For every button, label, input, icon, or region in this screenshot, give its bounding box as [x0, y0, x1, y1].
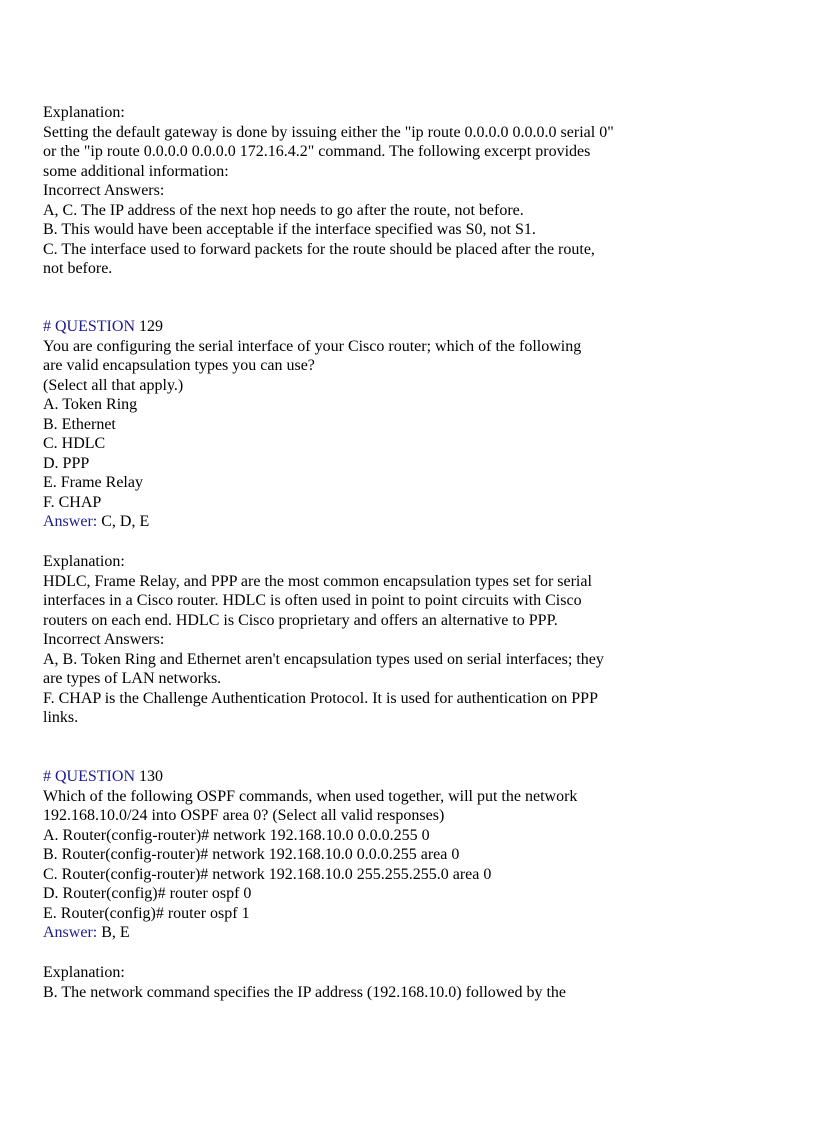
question-heading-label: # QUESTION [43, 768, 135, 785]
option-d: D. PPP [43, 454, 90, 472]
question-130 [43, 767, 803, 943]
answer-value: C, D, E [101, 513, 150, 530]
explanation-line: A, C. The IP address of the next hop needs to go after the route, not before. [43, 201, 524, 219]
explanation-label: Explanation: [43, 964, 125, 981]
incorrect-answers-label: Incorrect Answers: [43, 631, 165, 648]
explanation-line: F. CHAP is the Challenge Authentication Protocol. It is used for authentication on PPP [43, 689, 598, 707]
option-e: E. Router(config)# router ospf 1 [43, 904, 250, 922]
question-text-line: You are configuring the serial interface of your Cisco router; which of the following [43, 337, 582, 355]
question-129 [43, 317, 803, 532]
explanation-line: A, B. Token Ring and Ethernet aren't encapsulation types used on serial interfaces; they [43, 650, 604, 668]
option-f: F. CHAP [43, 493, 102, 511]
explanation-line: or the "ip route 0.0.0.0 0.0.0.0 172.16.4.2" command. The following excerpt provides [43, 143, 591, 160]
previous-explanation [43, 103, 803, 279]
answer-label: Answer: [43, 513, 98, 530]
explanation-line: links. [43, 709, 79, 726]
explanation-line: are types of LAN networks. [43, 670, 222, 687]
explanation-label: Explanation: [43, 104, 125, 121]
answer-line [43, 512, 803, 532]
explanation-line: some additional information: [43, 162, 229, 180]
option-c: C. Router(config-router)# network 192.168.10.0 255.255.255.0 area 0 [43, 865, 492, 883]
option-a: A. Router(config-router)# network 192.168.10.0 0.0.0.255 0 [43, 826, 430, 844]
answer-line [43, 923, 803, 943]
question-text-line: 192.168.10.0/24 into OSPF area 0? (Select all valid responses) [43, 807, 445, 824]
question-text-line: Which of the following OSPF commands, when used together, will put the network [43, 787, 578, 805]
question-number: 129 [139, 318, 163, 335]
question-heading [43, 767, 803, 787]
explanation-line: B. The network command specifies the IP address (192.168.10.0) followed by the [43, 983, 566, 1001]
question-heading-label: # QUESTION [43, 318, 135, 335]
option-e: E. Frame Relay [43, 474, 143, 491]
explanation-line: HDLC, Frame Relay, and PPP are the most common encapsulation types set for serial [43, 572, 592, 590]
question-number: 130 [139, 768, 163, 785]
explanation-line: Setting the default gateway is done by issuing either the "ip route 0.0.0.0 0.0.0.0 serial 0" [43, 123, 614, 141]
explanation-line: routers on each end. HDLC is Cisco proprietary and offers an alternative to PPP. [43, 611, 558, 629]
question-129-explanation [43, 552, 803, 728]
explanation-label: Explanation: [43, 553, 125, 570]
option-a: A. Token Ring [43, 396, 138, 413]
option-b: B. Ethernet [43, 415, 116, 433]
explanation-line: not before. [43, 260, 113, 277]
explanation-line: C. The interface used to forward packets for the route should be placed after the route, [43, 240, 595, 258]
option-c: C. HDLC [43, 435, 106, 452]
answer-label: Answer: [43, 924, 98, 941]
question-130-explanation [43, 963, 803, 1002]
answer-value: B, E [101, 924, 130, 941]
incorrect-answers-label: Incorrect Answers: [43, 182, 165, 199]
option-d: D. Router(config)# router ospf 0 [43, 885, 252, 902]
option-b: B. Router(config-router)# network 192.168.10.0 0.0.0.255 area 0 [43, 846, 460, 863]
question-heading [43, 317, 803, 337]
explanation-line: interfaces in a Cisco router. HDLC is often used in point to point circuits with Cisco [43, 592, 582, 609]
explanation-line: B. This would have been acceptable if the interface specified was S0, not S1. [43, 221, 536, 238]
question-text-line: are valid encapsulation types you can use? [43, 357, 315, 374]
question-text-line: (Select all that apply.) [43, 376, 184, 394]
